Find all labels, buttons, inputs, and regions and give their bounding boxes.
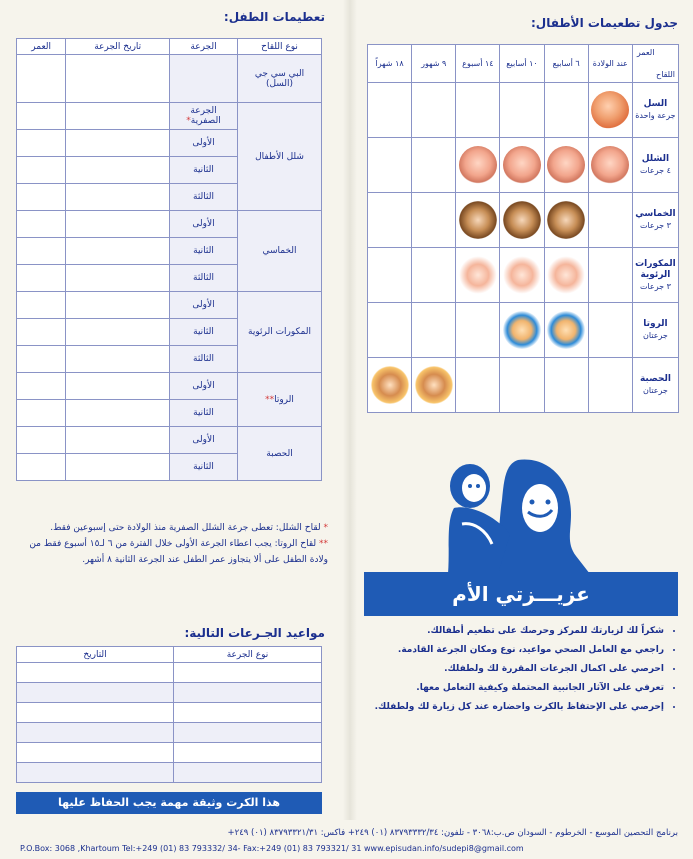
bcg-vaccine-icon: [591, 91, 629, 129]
record-row: [17, 103, 322, 130]
schedule-vaccine-name: المكورات الرئوية: [635, 258, 676, 280]
schedule-cell: [544, 248, 588, 303]
vaccine-name-2: الخماسي: [238, 211, 322, 292]
schedule-cell: [500, 358, 544, 413]
dose-date-cell[interactable]: [66, 103, 170, 130]
schedule-vaccine-doses: جرعتان: [643, 331, 668, 340]
record-row: [17, 373, 322, 400]
age-cell[interactable]: [17, 346, 66, 373]
age-header-3: ١٤ أسبوع: [456, 45, 500, 83]
corner-age-label: العمر: [636, 48, 655, 57]
age-cell[interactable]: [17, 454, 66, 481]
schedule-vaccine-name: الخماسي: [635, 209, 676, 219]
dose-label: الثانية: [170, 157, 238, 184]
schedule-cell: [368, 358, 412, 413]
next-date-cell[interactable]: [17, 703, 174, 723]
schedule-cell: [544, 83, 588, 138]
schedule-vaccine-1: [632, 138, 678, 193]
header-age: العمر: [17, 39, 66, 55]
dose-date-cell[interactable]: [66, 211, 170, 238]
schedule-cell: [588, 303, 632, 358]
dose-date-cell[interactable]: [66, 157, 170, 184]
schedule-cell: [544, 358, 588, 413]
schedule-cell: [412, 138, 456, 193]
rota-star: **: [265, 394, 275, 405]
schedule-vaccine-2: [632, 193, 678, 248]
age-cell[interactable]: [17, 373, 66, 400]
schedule-row: [368, 358, 679, 413]
dose-label: الأولى: [170, 130, 238, 157]
pneumo-vaccine-icon: [459, 256, 497, 294]
record-row: [17, 292, 322, 319]
dose-date-cell[interactable]: [66, 184, 170, 211]
rota-vaccine-icon: [547, 311, 585, 349]
polio-vaccine-icon: [547, 146, 585, 184]
next-date-cell[interactable]: [17, 743, 174, 763]
dose-date-cell[interactable]: [66, 373, 170, 400]
advice-list: [372, 624, 678, 719]
record-row: [17, 211, 322, 238]
age-header-1: ٦ أسابيع: [544, 45, 588, 83]
next-dose-type-cell[interactable]: [174, 663, 322, 683]
schedule-cell: [456, 358, 500, 413]
dose-label: الثالثة: [170, 265, 238, 292]
dose-date-cell[interactable]: [66, 400, 170, 427]
measles-vaccine-icon: [371, 366, 409, 404]
age-header-0: عند الولادة: [588, 45, 632, 83]
notes: [16, 520, 328, 568]
mother-child-illustration: [440, 456, 600, 574]
schedule-cell: [456, 138, 500, 193]
age-cell[interactable]: [17, 319, 66, 346]
next-dose-row: [17, 763, 322, 783]
advice-item: • تعرفي على الآثار الجانبية المحتملة وكيفية التعامل معها.: [372, 681, 664, 696]
schedule-cell: [368, 138, 412, 193]
schedule-cell: [412, 248, 456, 303]
footer-english: P.O.Box: 3068 ,Khartoum Tel:+249 (01) 83 793332/ 34- Fax:+249 (01) 83 793321/ 31 www.episudan.info/sudepi8@gmail.com: [20, 844, 524, 853]
vaccine-name-5: الحصبة: [238, 427, 322, 481]
schedule-vaccine-doses: ٣ جرعات: [639, 281, 671, 291]
schedule-cell: [588, 83, 632, 138]
age-cell[interactable]: [17, 238, 66, 265]
polio-vaccine-icon: [503, 146, 541, 184]
schedule-cell: [588, 193, 632, 248]
dose-date-cell[interactable]: [66, 427, 170, 454]
next-dose-type-cell[interactable]: [174, 703, 322, 723]
note-polio: * لقاح الشلل: تعطى جرعة الشلل الصفرية منذ الولادة حتى إسبوعين فقط.: [50, 523, 328, 533]
advice-item: • احرصي على اكمال الجرعات المقررة لك ولطفلك.: [372, 662, 664, 677]
footer-arabic: برنامج التحصين الموسع - الخرطوم - السودان ص.ب:٣٠٦٨ - تلفون: ٨٣٧٩٣٣٣٢/٣٤ (٠١) ٢٤٩+ فاكس: ٨٣٧٩٣٣٢١/٣١ (٠١) ٢٤٩+: [227, 828, 678, 838]
child-vaccinations-title: تعطيمات الطفل:: [223, 10, 325, 24]
header-corner: [632, 45, 678, 83]
age-cell[interactable]: [17, 103, 66, 130]
age-header-5: ١٨ شهراً: [368, 45, 412, 83]
header-vaccine-type: نوع اللقاح: [238, 39, 322, 55]
dose-label: الثانية: [170, 319, 238, 346]
next-doses-table: [16, 646, 322, 783]
penta-vaccine-icon: [459, 201, 497, 239]
dose-date-cell[interactable]: [66, 55, 170, 103]
schedule-row: [368, 248, 679, 303]
rota-vaccine-icon: [503, 311, 541, 349]
schedule-vaccine-name: الحصبة: [639, 374, 671, 384]
dose-label: الأولى: [170, 211, 238, 238]
schedule-vaccine-name: الروتا: [643, 319, 668, 329]
vaccination-record-table: [16, 38, 322, 481]
schedule-cell: [588, 248, 632, 303]
next-dose-row: [17, 663, 322, 683]
schedule-vaccine-doses: جرعة واحدة: [635, 111, 676, 120]
dear-mother-banner: عزيـــزتي الأم: [364, 572, 678, 616]
next-dose-type-cell[interactable]: [174, 763, 322, 783]
schedule-vaccine-doses: ٤ جرعات: [639, 166, 671, 175]
vaccine-name-0: البي سي جي (السل): [238, 55, 322, 103]
dose-label: الثالثة: [170, 346, 238, 373]
dose-label: الأولى: [170, 427, 238, 454]
schedule-vaccine-doses: ٣ جرعات: [639, 221, 671, 230]
dose-date-cell[interactable]: [66, 319, 170, 346]
next-date-cell[interactable]: [17, 683, 174, 703]
dose-label: الثانية: [170, 400, 238, 427]
next-dose-row: [17, 723, 322, 743]
vaccine-name-text: الروتا: [274, 394, 294, 405]
schedule-cell: [412, 193, 456, 248]
schedule-cell: [456, 83, 500, 138]
polio-zero-star: *: [186, 116, 191, 126]
header-next-date: التاريخ: [17, 647, 174, 663]
age-cell[interactable]: [17, 211, 66, 238]
center-divider: [343, 0, 357, 820]
record-row: [17, 55, 322, 103]
vaccine-name-3: المكورات الرئوية: [238, 292, 322, 373]
schedule-cell: [500, 138, 544, 193]
schedule-cell: [456, 193, 500, 248]
vaccine-name-4: [238, 373, 322, 427]
schedule-vaccine-3: [632, 248, 678, 303]
next-dose-type-cell[interactable]: [174, 683, 322, 703]
dose-date-cell[interactable]: [66, 265, 170, 292]
schedule-cell: [456, 248, 500, 303]
schedule-cell: [500, 248, 544, 303]
pneumo-vaccine-icon: [547, 256, 585, 294]
dose-date-cell[interactable]: [66, 454, 170, 481]
schedule-cell: [412, 83, 456, 138]
schedule-cell: [368, 193, 412, 248]
age-cell[interactable]: [17, 130, 66, 157]
advice-item: • إحرصي على الإحتفاظ بالكرت واحضاره عند كل زيارة لك ولطفلك.: [372, 700, 664, 715]
schedule-cell: [588, 358, 632, 413]
schedule-cell: [544, 193, 588, 248]
schedule-cell: [368, 83, 412, 138]
dose-label: الثانية: [170, 454, 238, 481]
dose-date-cell[interactable]: [66, 292, 170, 319]
schedule-vaccine-doses: جرعتان: [643, 386, 668, 395]
schedule-row: [368, 138, 679, 193]
schedule-cell: [456, 303, 500, 358]
age-cell[interactable]: [17, 292, 66, 319]
schedule-cell: [412, 303, 456, 358]
dose-label-text: الجرعة الصفرية: [190, 106, 221, 126]
keep-card-banner: هذا الكرت وثيقة مهمة يجب الحفاظ عليها: [16, 792, 322, 814]
measles-vaccine-icon: [415, 366, 453, 404]
dose-date-cell[interactable]: [66, 346, 170, 373]
schedule-cell: [500, 83, 544, 138]
next-doses-title: مواعيد الجـرعات التالية:: [184, 626, 325, 640]
dose-label: الأولى: [170, 373, 238, 400]
polio-vaccine-icon: [591, 146, 629, 184]
schedule-vaccine-4: [632, 303, 678, 358]
schedule-row: [368, 193, 679, 248]
vaccine-name-1: شلل الأطفال: [238, 103, 322, 211]
next-dose-row: [17, 743, 322, 763]
next-dose-type-cell[interactable]: [174, 743, 322, 763]
advice-item: • شكراً لك لزيارتك للمركز وحرصك على تطعيم أطفالك.: [372, 624, 664, 639]
note-rota: ** لقاح الروتا: يجب اعطاء الجرعة الأولى خلال الفترة من ٦ لـ١٥ أسبوع فقط من ولادة الطفل على ألا يتجاوز عمر الطفل عند الجرعة الثانية ٨ أشهر.: [29, 539, 328, 565]
next-date-cell[interactable]: [17, 763, 174, 783]
schedule-title: جدول تطعيمات الأطفال:: [531, 16, 678, 30]
vaccination-schedule-table: [367, 44, 679, 413]
schedule-cell: [544, 138, 588, 193]
polio-vaccine-icon: [459, 146, 497, 184]
advice-item: • راجعي مع العامل الصحي مواعيد، نوع ومكان الجرعة القادمة.: [372, 643, 664, 658]
header-dose: الجرعة: [170, 39, 238, 55]
corner-vaccine-label: اللقاح: [656, 70, 675, 79]
age-cell[interactable]: [17, 157, 66, 184]
next-date-cell[interactable]: [17, 663, 174, 683]
age-cell[interactable]: [17, 55, 66, 103]
dose-label: الأولى: [170, 292, 238, 319]
schedule-cell: [500, 193, 544, 248]
schedule-row: [368, 83, 679, 138]
dose-label: الثانية: [170, 238, 238, 265]
next-date-cell[interactable]: [17, 723, 174, 743]
schedule-cell: [368, 303, 412, 358]
schedule-cell: [412, 358, 456, 413]
pneumo-vaccine-icon: [503, 256, 541, 294]
age-cell[interactable]: [17, 184, 66, 211]
age-cell[interactable]: [17, 265, 66, 292]
schedule-cell: [368, 248, 412, 303]
penta-vaccine-icon: [503, 201, 541, 239]
dose-label: الثالثة: [170, 184, 238, 211]
next-dose-row: [17, 703, 322, 723]
dose-date-cell[interactable]: [66, 238, 170, 265]
dose-label: [170, 55, 238, 103]
schedule-vaccine-5: [632, 358, 678, 413]
schedule-cell: [500, 303, 544, 358]
schedule-row: [368, 303, 679, 358]
note-rota-star: **: [319, 539, 328, 549]
header-next-dose-type: نوع الجرعة: [174, 647, 322, 663]
schedule-cell: [588, 138, 632, 193]
schedule-vaccine-name: الشلل: [641, 154, 670, 164]
dose-label: [170, 103, 238, 130]
record-row: [17, 427, 322, 454]
next-dose-type-cell[interactable]: [174, 723, 322, 743]
age-cell[interactable]: [17, 400, 66, 427]
next-dose-row: [17, 683, 322, 703]
penta-vaccine-icon: [547, 201, 585, 239]
schedule-cell: [544, 303, 588, 358]
age-cell[interactable]: [17, 427, 66, 454]
dose-date-cell[interactable]: [66, 130, 170, 157]
age-header-2: ١٠ أسابيع: [500, 45, 544, 83]
schedule-vaccine-0: [632, 83, 678, 138]
header-dose-date: تاريخ الجرعة: [66, 39, 170, 55]
note-polio-star: *: [323, 523, 328, 533]
schedule-vaccine-name: السل: [643, 99, 668, 109]
age-header-4: ٩ شهور: [412, 45, 456, 83]
